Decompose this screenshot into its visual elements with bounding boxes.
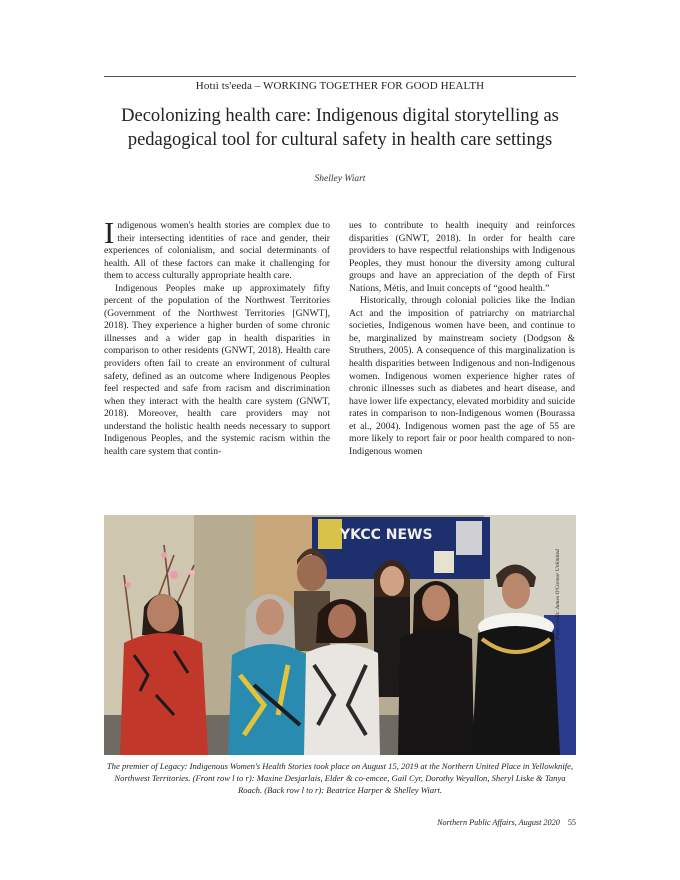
paragraph-text: ndigenous women's health stories are complex due to their intersecting identities of race and gender, their experiences of colonialism, and social determinants of health. All of these factors can make it challenging for them to access culturally appropriate health care.: [104, 220, 330, 282]
photo-caption: The premier of Legacy: Indigenous Women's Health Stories took place on August 15, 2019 at the Northern United Place in Yellowknife, Northwest Territories. (Front row l to r): Maxine Desjarlais, Elder & co-emcee, Gail Cyr, Dorothy Weyallon, Sheryl Liske & Tanya Roach. (Back row l to r): Beatrice Harper & Shelley Wiart.: [106, 761, 574, 795]
photo-sign-text: YKCC NEWS: [340, 527, 433, 543]
article-title: [104, 104, 576, 152]
page-footer: [437, 818, 576, 827]
paragraph: Indigenous Peoples make up approximately fifty percent of the population of the Northwest Territories (Government of the Northwest Territories [GNWT], 2018). They experience a higher burden of some chronic illnesses and a wider gap in health disparities in comparison to other residents (GNWT, 2018). Health care providers often fail to create an environment of cultural safety, defined as an outcome where Indigenous Peoples feel respected and safe from racism and discrimination when they interact with the health care system (GNWT, 2018). Moreover, health care providers may not understand the holistic health needs necessary to support Indigenous Peoples, and the systemic racism within the health care system that contin-: [104, 282, 330, 457]
header-rule: [104, 76, 576, 77]
page-number: 55: [567, 818, 576, 827]
title-line-1: Decolonizing health care: Indigenous digital storytelling as: [121, 106, 559, 126]
section-kicker: Hotıì ts'eeda – WORKING TOGETHER FOR GOOD HEALTH: [195, 80, 485, 92]
body-column-right: [349, 220, 575, 458]
publication-info: Northern Public Affairs, August 2020: [437, 818, 560, 827]
body-column-left: [104, 215, 330, 458]
paragraph: Historically, through colonial policies like the Indian Act and the imposition of patriarchy on matriarchal societies, Indigenous women have been, and continue to be, marginalized by mainstream society (Dodgson & Struthers, 2005). A consequence of this marginalization is health disparities between Indigenous and non-Indigenous women. Indigenous women experience higher rates of chronic illnesses such as diabetes and heart disease, and have lower life expectancy, elevated morbidity and suicide rates in comparison to non-Indigenous women (Bourassa et al., 2004). Indigenous women past the age of 55 are more likely to report fair or poor health compared to non-Indigenous women: [349, 295, 575, 457]
photo-credit: Photo credit: James O'Connor Unlimited: [555, 549, 561, 640]
paragraph: [104, 215, 330, 283]
author-byline: Shelley Wiart: [314, 174, 366, 184]
group-photo-illustration: [104, 515, 576, 755]
paragraph: ues to contribute to health inequity and reinforces disparities (GNWT, 2018). In order for health care providers to have respectful relationships with Indigenous Peoples, they must honour the diversity among cultural groups and have an appreciation of the depth of First Nations, Métis, and Inuit concepts of “good health.”: [349, 220, 575, 294]
title-line-2: pedagogical tool for cultural safety in health care settings: [127, 130, 553, 150]
group-photo: [104, 515, 576, 755]
drop-cap: I: [104, 215, 115, 250]
